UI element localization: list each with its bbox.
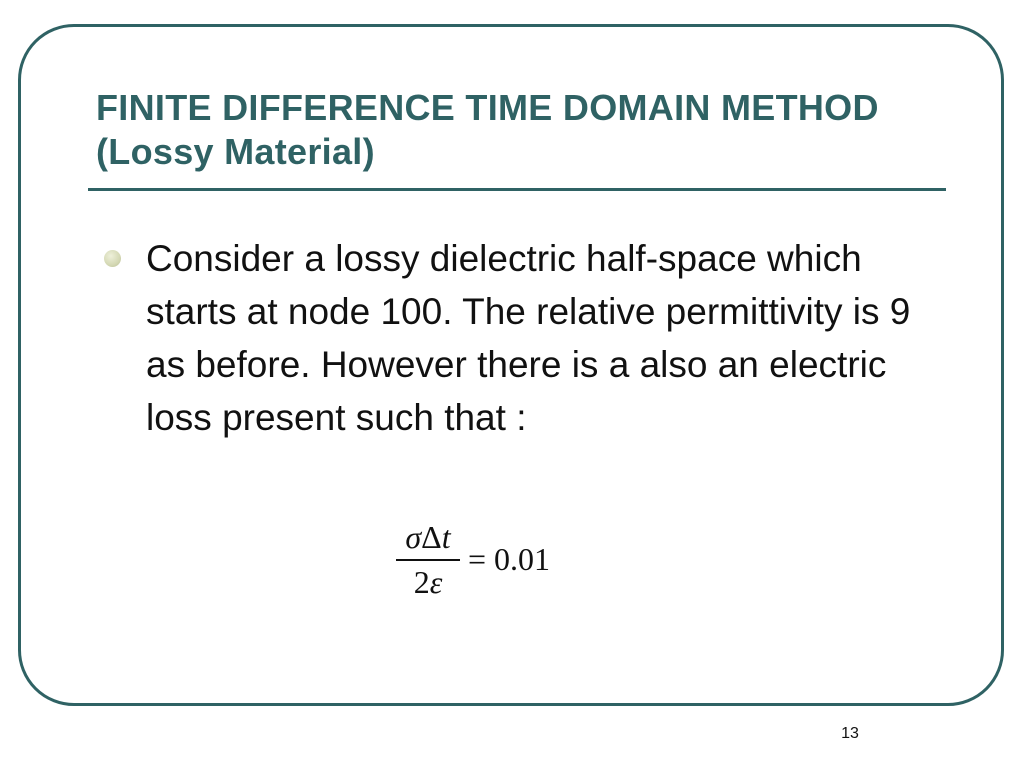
fraction-numerator [396,520,460,554]
sigma-symbol: σ [405,519,422,555]
bullet-text: Consider a lossy dielectric half-space which starts at node 100. The relative permittivity is 9 as before. However there is a also an electric loss present such that : [146,238,911,438]
slide-number: 13 [841,725,859,742]
equation-rhs [468,542,550,576]
epsilon-symbol: ε [429,564,443,600]
bullet-dot-icon [104,250,121,267]
equation-value: 0.01 [494,541,551,577]
fraction-bar [396,559,460,561]
t-symbol: t [441,519,451,555]
delta-symbol: Δ [421,519,442,555]
fraction-denominator [396,565,460,599]
denominator-coefficient: 2 [413,564,430,600]
equals-sign: = [468,541,487,577]
equation-fraction [396,520,460,599]
title-underline [88,188,946,191]
slide-title: FINITE DIFFERENCE TIME DOMAIN METHOD (Lossy Material) [96,87,879,172]
